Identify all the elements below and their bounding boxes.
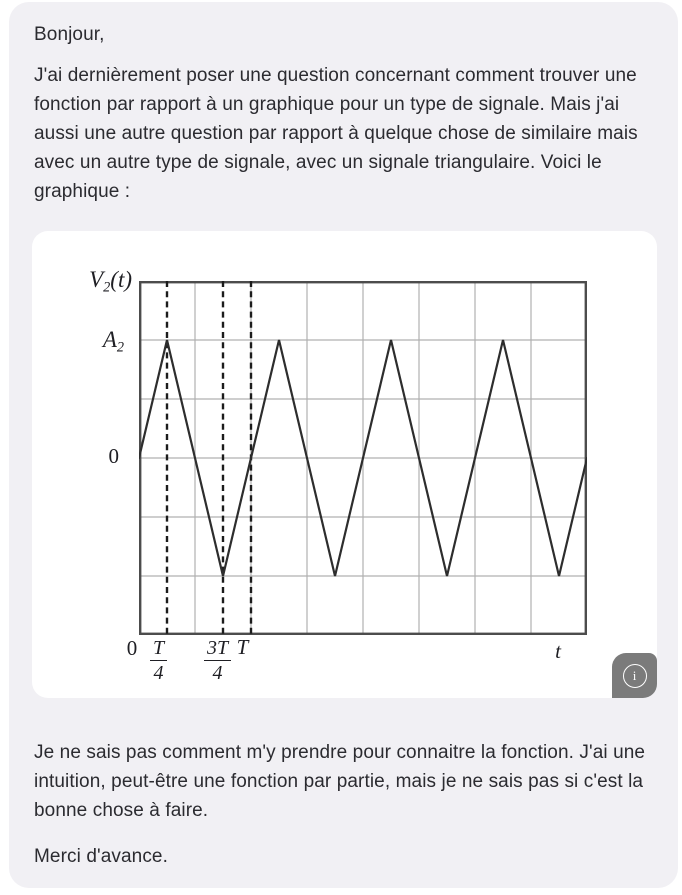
question-paragraph: Je ne sais pas comment m'y prendre pour connaitre la fonction. J'ai une intuition, peut-être une fonction par partie, mais je ne sais pas si c'est la bonne chose à faire. (34, 742, 646, 821)
y-axis-title: $V_2(t)$ (89, 267, 132, 296)
x-axis-variable-label: t (555, 639, 561, 663)
info-icon (623, 664, 647, 688)
amplitude-label: $A_2$ (102, 327, 124, 356)
tick-label-period: T (236, 635, 249, 659)
intro-paragraph: J'ai dernièrement poser une question concernant comment trouver une fonction par rapport à un graphique pour un type de signale. Mais j'ai aussi une autre question par rapport à quelque chose de similaire mais avec un autre type de signale, avec un signale triangulaire. Voici le graphique : (34, 65, 638, 202)
fraction-denominator: 4 (212, 662, 223, 684)
post-panel (9, 2, 678, 888)
figure-card (32, 231, 657, 698)
fraction-numerator: T (150, 638, 167, 661)
info-icon-letter: i (632, 668, 637, 683)
greeting: Bonjour, (34, 24, 105, 45)
fraction-numerator: 3T (204, 638, 231, 661)
x-origin-label: 0 (126, 636, 138, 660)
fraction-denominator: 4 (153, 662, 164, 684)
info-button[interactable] (612, 653, 657, 698)
closing: Merci d'avance. (34, 846, 168, 867)
y-zero-label: 0 (108, 444, 119, 468)
tick-label-quarter-period (140, 638, 177, 683)
waveform-svg (139, 281, 587, 635)
